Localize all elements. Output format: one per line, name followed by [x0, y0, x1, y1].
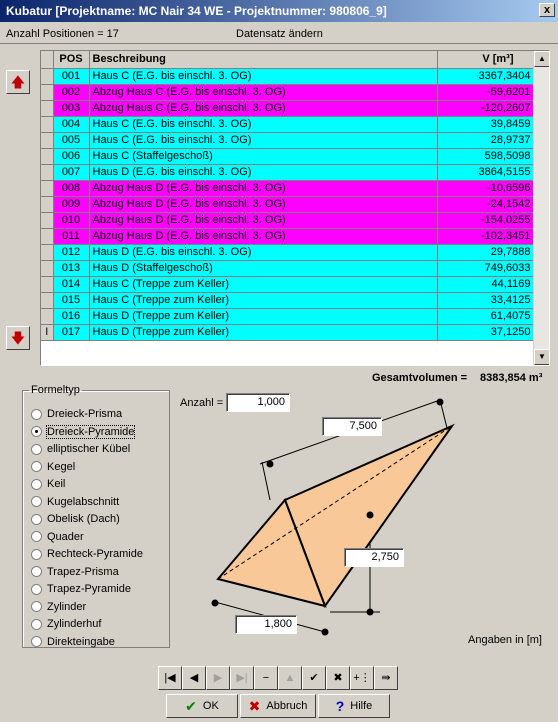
- table-row[interactable]: [41, 324, 534, 340]
- next-record-button[interactable]: [206, 666, 230, 690]
- pos-cell[interactable]: 016: [53, 308, 89, 324]
- pos-cell[interactable]: 007: [53, 164, 89, 180]
- beschreibung-cell[interactable]: Haus D (Staffelgeschoß): [89, 260, 437, 276]
- row-indicator[interactable]: [41, 292, 53, 308]
- last-record-button[interactable]: [230, 666, 254, 690]
- beschreibung-cell[interactable]: Haus C (E.G. bis einschl. 3. OG): [89, 132, 437, 148]
- pos-cell[interactable]: 014: [53, 276, 89, 292]
- volume-cell[interactable]: 37,1250: [437, 324, 534, 340]
- row-indicator[interactable]: [41, 68, 53, 84]
- formeltyp-option-label: Rechteck-Pyramide: [47, 548, 143, 561]
- exit-icon: ⇛: [381, 672, 391, 684]
- beschreibung-cell[interactable]: Haus D (Treppe zum Keller): [89, 324, 437, 340]
- row-indicator[interactable]: [41, 228, 53, 244]
- pos-cell[interactable]: 004: [53, 116, 89, 132]
- close-button[interactable]: x: [539, 3, 555, 17]
- formeltyp-option-label: Trapez-Prisma: [47, 565, 119, 578]
- row-indicator[interactable]: [41, 116, 53, 132]
- first-record-button[interactable]: [158, 666, 182, 690]
- formeltyp-option[interactable]: [31, 548, 143, 564]
- formeltyp-group: [22, 384, 170, 648]
- volume-cell[interactable]: -102,3451: [437, 228, 534, 244]
- volume-cell[interactable]: 3864,5155: [437, 164, 534, 180]
- abbruch-x-icon: ✖: [248, 697, 261, 714]
- height-marker-bottom: [367, 609, 374, 616]
- row-indicator[interactable]: [41, 260, 53, 276]
- delete-record-button[interactable]: [254, 666, 278, 690]
- pos-cell[interactable]: 010: [53, 212, 89, 228]
- radio-button-icon[interactable]: [31, 549, 42, 560]
- length-marker-left: [267, 461, 274, 468]
- radio-button-icon[interactable]: [31, 479, 42, 490]
- table-row[interactable]: [41, 148, 534, 164]
- formeltyp-option[interactable]: [31, 531, 84, 547]
- width-input[interactable]: 1,800: [235, 615, 297, 634]
- formeltyp-option-label: Zylinder: [47, 600, 87, 613]
- volume-cell[interactable]: 29,7888: [437, 244, 534, 260]
- post-record-icon: ✔: [309, 672, 319, 684]
- width-marker-left: [212, 600, 219, 607]
- pos-cell[interactable]: 009: [53, 196, 89, 212]
- formeltyp-option[interactable]: [31, 618, 101, 634]
- formeltyp-option-label: Dreieck-Prisma: [47, 408, 123, 421]
- volume-cell[interactable]: -59,6201: [437, 84, 534, 100]
- beschreibung-cell[interactable]: Abzug Haus C (E.G. bis einschl. 3. OG): [89, 84, 437, 100]
- units-note: Angaben in [m]: [468, 634, 542, 646]
- insert-record-button[interactable]: [350, 666, 374, 690]
- radio-button-icon[interactable]: [31, 531, 42, 542]
- window-title: [0, 0, 558, 22]
- anzahl-input[interactable]: 1,000: [226, 393, 290, 412]
- beschreibung-cell[interactable]: Haus D (E.G. bis einschl. 3. OG): [89, 164, 437, 180]
- radio-button-icon[interactable]: [31, 601, 42, 612]
- beschreibung-cell[interactable]: Haus D (E.G. bis einschl. 3. OG): [89, 244, 437, 260]
- volume-cell[interactable]: 33,4125: [437, 292, 534, 308]
- positions-grid[interactable]: [40, 50, 550, 366]
- exit-button[interactable]: [374, 666, 398, 690]
- abbruch-button-label: Abbruch: [266, 700, 308, 712]
- grid-scrollbar[interactable]: [533, 51, 549, 365]
- table-row[interactable]: [41, 68, 534, 84]
- formeltyp-option-label: Dreieck-Pyramide: [47, 425, 135, 438]
- volume-cell[interactable]: 39,8459: [437, 116, 534, 132]
- row-indicator[interactable]: [41, 84, 53, 100]
- record-navigator: [158, 666, 398, 690]
- row-indicator[interactable]: [41, 132, 53, 148]
- volume-cell[interactable]: -120,2607: [437, 100, 534, 116]
- gesamtvolumen-value: 8383,854 m³: [480, 372, 543, 384]
- move-up-button[interactable]: [6, 70, 30, 94]
- scroll-up-icon[interactable]: ▲: [534, 51, 550, 67]
- formeltyp-option[interactable]: [31, 443, 130, 459]
- insert-record-icon: +⋮: [353, 672, 371, 684]
- table-row[interactable]: [41, 228, 534, 244]
- height-input[interactable]: 2,750: [344, 548, 404, 567]
- beschreibung-cell[interactable]: Haus C (Staffelgeschoß): [89, 148, 437, 164]
- beschreibung-cell[interactable]: Haus C (E.G. bis einschl. 3. OG): [89, 68, 437, 84]
- pos-cell[interactable]: 001: [53, 68, 89, 84]
- pos-cell[interactable]: 008: [53, 180, 89, 196]
- volume-cell[interactable]: -10,6596: [437, 180, 534, 196]
- radio-button-icon[interactable]: [31, 426, 42, 437]
- ok-check-icon: ✔: [185, 697, 197, 714]
- positions-table: [41, 51, 535, 341]
- pos-column-header[interactable]: POS: [53, 51, 89, 68]
- row-indicator[interactable]: [41, 276, 53, 292]
- radio-button-icon[interactable]: [31, 496, 42, 507]
- formeltyp-option[interactable]: [31, 496, 119, 512]
- formeltyp-option[interactable]: [31, 426, 134, 442]
- beschreibung-cell[interactable]: Abzug Haus D (E.G. bis einschl. 3. OG): [89, 212, 437, 228]
- last-record-icon: ▶|: [236, 672, 248, 684]
- table-row[interactable]: [41, 244, 534, 260]
- table-row[interactable]: [41, 196, 534, 212]
- volume-column-header[interactable]: V [m³]: [437, 51, 534, 68]
- table-row[interactable]: [41, 276, 534, 292]
- cancel-edit-button[interactable]: [326, 666, 350, 690]
- beschreibung-cell[interactable]: Haus C (E.G. bis einschl. 3. OG): [89, 116, 437, 132]
- scroll-down-icon[interactable]: ▼: [534, 349, 550, 365]
- formeltyp-option-label: Trapez-Pyramide: [47, 583, 131, 596]
- row-indicator[interactable]: I: [41, 324, 53, 340]
- radio-button-icon[interactable]: [31, 514, 42, 525]
- radio-button-icon[interactable]: [31, 619, 42, 630]
- help-question-icon: ?: [335, 698, 345, 714]
- volume-cell[interactable]: 44,1169: [437, 276, 534, 292]
- edit-record-button[interactable]: [278, 666, 302, 690]
- row-indicator[interactable]: [41, 244, 53, 260]
- table-row[interactable]: [41, 132, 534, 148]
- volume-cell[interactable]: 749,6033: [437, 260, 534, 276]
- hilfe-button-label: Hilfe: [350, 700, 373, 712]
- arrow-down-icon: 🡇: [10, 330, 26, 346]
- length-input[interactable]: 7,500: [322, 417, 382, 436]
- formeltyp-option-label: Quader: [47, 530, 84, 543]
- beschreibung-cell[interactable]: Abzug Haus D (E.G. bis einschl. 3. OG): [89, 180, 437, 196]
- length-extension-left: [262, 462, 270, 500]
- formeltyp-option-label: elliptischer Kübel: [47, 443, 131, 456]
- next-record-icon: ▶: [213, 672, 223, 684]
- hilfe-button[interactable]: [318, 694, 390, 718]
- formeltyp-option[interactable]: [31, 566, 119, 582]
- volume-cell[interactable]: 598,5098: [437, 148, 534, 164]
- table-row[interactable]: [41, 292, 534, 308]
- anzahl-positionen-text: Anzahl Positionen = 17: [6, 28, 119, 40]
- row-indicator[interactable]: [41, 308, 53, 324]
- pos-cell[interactable]: 012: [53, 244, 89, 260]
- row-indicator[interactable]: [41, 148, 53, 164]
- radio-button-icon[interactable]: [31, 409, 42, 420]
- width-marker-right: [322, 629, 329, 636]
- radio-button-icon[interactable]: [31, 584, 42, 595]
- first-record-icon: |◀: [164, 672, 176, 684]
- table-row[interactable]: [41, 308, 534, 324]
- beschreibung-cell[interactable]: Haus D (Treppe zum Keller): [89, 308, 437, 324]
- volume-cell[interactable]: 28,9737: [437, 132, 534, 148]
- beschreibung-column-header[interactable]: Beschreibung: [89, 51, 437, 68]
- pos-cell[interactable]: 017: [53, 324, 89, 340]
- radio-button-icon[interactable]: [31, 566, 42, 577]
- height-marker-top: [367, 512, 374, 519]
- radio-button-icon[interactable]: [31, 461, 42, 472]
- pos-cell[interactable]: 005: [53, 132, 89, 148]
- volume-cell[interactable]: 61,4075: [437, 308, 534, 324]
- cancel-edit-icon: ✖: [333, 672, 343, 684]
- formeltyp-option[interactable]: [31, 461, 75, 477]
- formeltyp-option-label: Zylinderhuf: [47, 618, 102, 631]
- datensatz-status-text: Datensatz ändern: [236, 28, 323, 40]
- table-row[interactable]: [41, 260, 534, 276]
- beschreibung-cell[interactable]: Abzug Haus D (E.G. bis einschl. 3. OG): [89, 228, 437, 244]
- volume-cell[interactable]: 3367,3404: [437, 68, 534, 84]
- pos-cell[interactable]: 011: [53, 228, 89, 244]
- gesamtvolumen-label: Gesamtvolumen =: [372, 372, 468, 384]
- row-indicator[interactable]: [41, 196, 53, 212]
- ok-button[interactable]: [166, 694, 238, 718]
- table-row[interactable]: [41, 84, 534, 100]
- row-indicator[interactable]: [41, 100, 53, 116]
- info-bar: [0, 24, 558, 44]
- edit-record-icon: ▲: [284, 672, 296, 684]
- table-row[interactable]: [41, 116, 534, 132]
- row-indicator[interactable]: [41, 164, 53, 180]
- table-row[interactable]: [41, 180, 534, 196]
- delete-record-icon: −: [262, 672, 270, 684]
- pos-cell[interactable]: 006: [53, 148, 89, 164]
- pos-cell[interactable]: 015: [53, 292, 89, 308]
- beschreibung-cell[interactable]: Haus C (Treppe zum Keller): [89, 276, 437, 292]
- table-row[interactable]: [41, 100, 534, 116]
- indicator-header: [41, 51, 53, 68]
- table-row[interactable]: [41, 212, 534, 228]
- radio-button-icon[interactable]: [31, 444, 42, 455]
- abbruch-button[interactable]: [240, 694, 316, 718]
- formeltyp-option-label: Keil: [47, 478, 66, 491]
- post-record-button[interactable]: [302, 666, 326, 690]
- prior-record-button[interactable]: [182, 666, 206, 690]
- pos-cell[interactable]: 013: [53, 260, 89, 276]
- formeltyp-option[interactable]: [31, 583, 131, 599]
- pos-cell[interactable]: 002: [53, 84, 89, 100]
- formeltyp-option[interactable]: [31, 408, 122, 424]
- formeltyp-option[interactable]: [31, 513, 120, 529]
- formeltyp-option-label: Kegel: [47, 460, 76, 473]
- ok-button-label: OK: [202, 700, 219, 712]
- volume-cell[interactable]: -154,0255: [437, 212, 534, 228]
- formeltyp-option-label: Kugelabschnitt: [47, 495, 120, 508]
- row-indicator[interactable]: [41, 180, 53, 196]
- formeltyp-option-label: Obelisk (Dach): [47, 513, 120, 526]
- move-down-button[interactable]: [6, 326, 30, 350]
- arrow-up-icon: 🡅: [10, 74, 26, 90]
- row-indicator[interactable]: [41, 212, 53, 228]
- formeltyp-option[interactable]: [31, 636, 115, 652]
- radio-button-icon[interactable]: [31, 636, 42, 647]
- table-row[interactable]: [41, 164, 534, 180]
- beschreibung-cell[interactable]: Abzug Haus D (E.G. bis einschl. 3. OG): [89, 196, 437, 212]
- volume-cell[interactable]: -24,1542: [437, 196, 534, 212]
- beschreibung-cell[interactable]: Abzug Haus C (E.G. bis einschl. 3. OG): [89, 100, 437, 116]
- formeltyp-option[interactable]: [31, 478, 65, 494]
- formeltyp-option-label: Direkteingabe: [47, 635, 115, 648]
- length-marker-right: [437, 399, 444, 406]
- formeltyp-legend: Formeltyp: [31, 384, 80, 396]
- window-title-text: Kubatur [Projektname: MC Nair 34 WE - Projektnummer: 980806_9]: [6, 4, 387, 18]
- formeltyp-option[interactable]: [31, 601, 86, 617]
- prior-record-icon: ◀: [189, 672, 199, 684]
- beschreibung-cell[interactable]: Haus C (Treppe zum Keller): [89, 292, 437, 308]
- anzahl-label: Anzahl =: [180, 397, 224, 409]
- pos-cell[interactable]: 003: [53, 100, 89, 116]
